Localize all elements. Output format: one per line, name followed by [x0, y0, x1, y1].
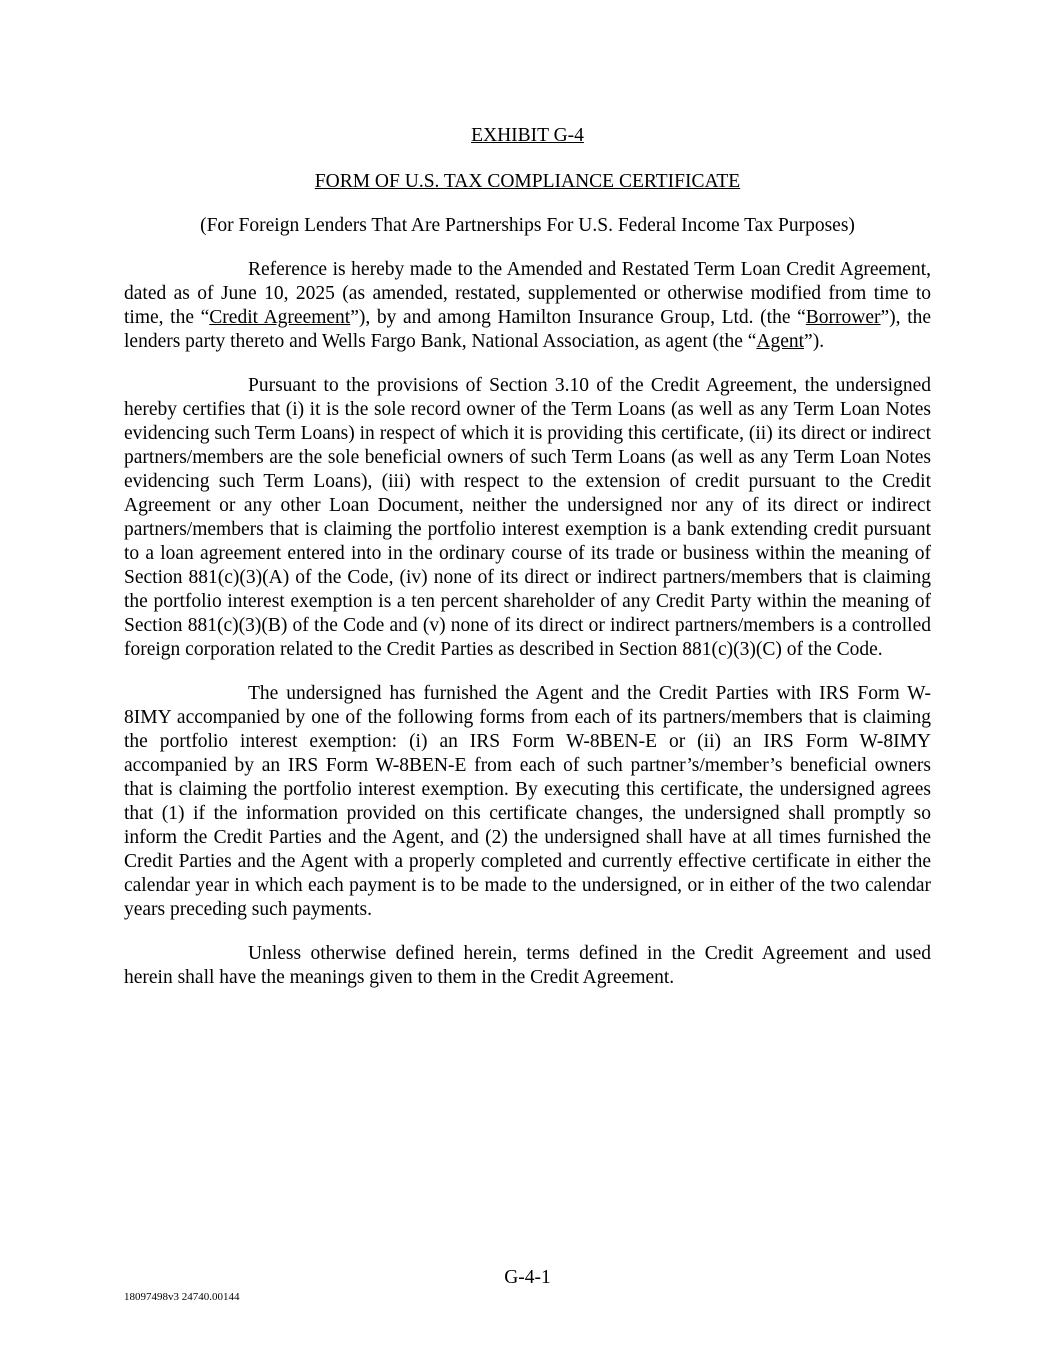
para1-text-4: ”).	[804, 331, 825, 352]
para1-text-3: ”), the lenders party thereto and Wells Fargo Bank, National Association, as agent (the “	[124, 307, 932, 352]
paragraph-reference	[124, 258, 931, 354]
defined-term-credit-agreement: Credit Agreement	[209, 307, 351, 328]
form-title	[124, 170, 931, 194]
page-number: G-4-1	[504, 1267, 551, 1288]
defined-term-borrower: Borrower	[805, 307, 881, 328]
paragraph-certification: Pursuant to the provisions of Section 3.10 of the Credit Agreement, the undersigned hereby certifies that (i) it is the sole record owner of the Term Loans (as well as any Term Loan Notes evidencing such Term Loans) in respect of which it is providing this certificate, (ii) its direct or indirect partners/members are the sole beneficial owners of such Term Loans (as well as any Term Loan Notes evidencing such Term Loans), (iii) with respect to the extension of credit pursuant to the Credit Agreement or any other Loan Document, neither the undersigned nor any of its direct or indirect partners/members that is claiming the portfolio interest exemption is a bank extending credit pursuant to a loan agreement entered into in the ordinary course of its trade or business within the meaning of Section 881(c)(3)(A) of the Code, (iv) none of its direct or indirect partners/members that is claiming the portfolio interest exemption is a ten percent shareholder of any Credit Party within the meaning of Section 881(c)(3)(B) of the Code and (v) none of its direct or indirect partners/members is a controlled foreign corporation related to the Credit Parties as described in Section 881(c)(3)(C) of the Code.	[124, 375, 931, 660]
defined-term-agent: Agent	[756, 331, 805, 352]
document-body	[124, 258, 931, 1010]
exhibit-heading-text: EXHIBIT G-4	[471, 125, 584, 146]
para1-text-2: ”), by and among Hamilton Insurance Group, Ltd. (the “	[350, 307, 806, 328]
paragraph-definitions: Unless otherwise defined herein, terms defined in the Credit Agreement and used herein shall have the meanings given to them in the Credit Agreement.	[124, 943, 931, 988]
exhibit-heading	[124, 124, 931, 148]
form-title-text: FORM OF U.S. TAX COMPLIANCE CERTIFICATE	[314, 171, 741, 192]
form-caption: (For Foreign Lenders That Are Partnerships For U.S. Federal Income Tax Purposes)	[200, 215, 855, 236]
document-id: 18097498v3 24740.00144	[124, 1291, 240, 1303]
para1-text-1: Reference is hereby made to the Amended and Restated Term Loan Credit Agreement, dated as of June 10, 2025 (as amended, restated, supplemented or otherwise modified from time to time, the “	[124, 259, 931, 328]
paragraph-forms: The undersigned has furnished the Agent and the Credit Parties with IRS Form W-8IMY accompanied by one of the following forms from each of its partners/members that is claiming the portfolio interest exemption: (i) an IRS Form W-8BEN-E or (ii) an IRS Form W-8IMY accompanied by an IRS Form W-8BEN-E from each of such partner’s/member’s beneficial owners that is claiming the portfolio interest exemption. By executing this certificate, the undersigned agrees that (1) if the information provided on this certificate changes, the undersigned shall promptly so inform the Credit Parties and the Agent, and (2) the undersigned shall have at all times furnished the Credit Parties and the Agent with a properly completed and currently effective certificate in either the calendar year in which each payment is to be made to the undersigned, or in either of the two calendar years preceding such payments.	[124, 683, 931, 920]
